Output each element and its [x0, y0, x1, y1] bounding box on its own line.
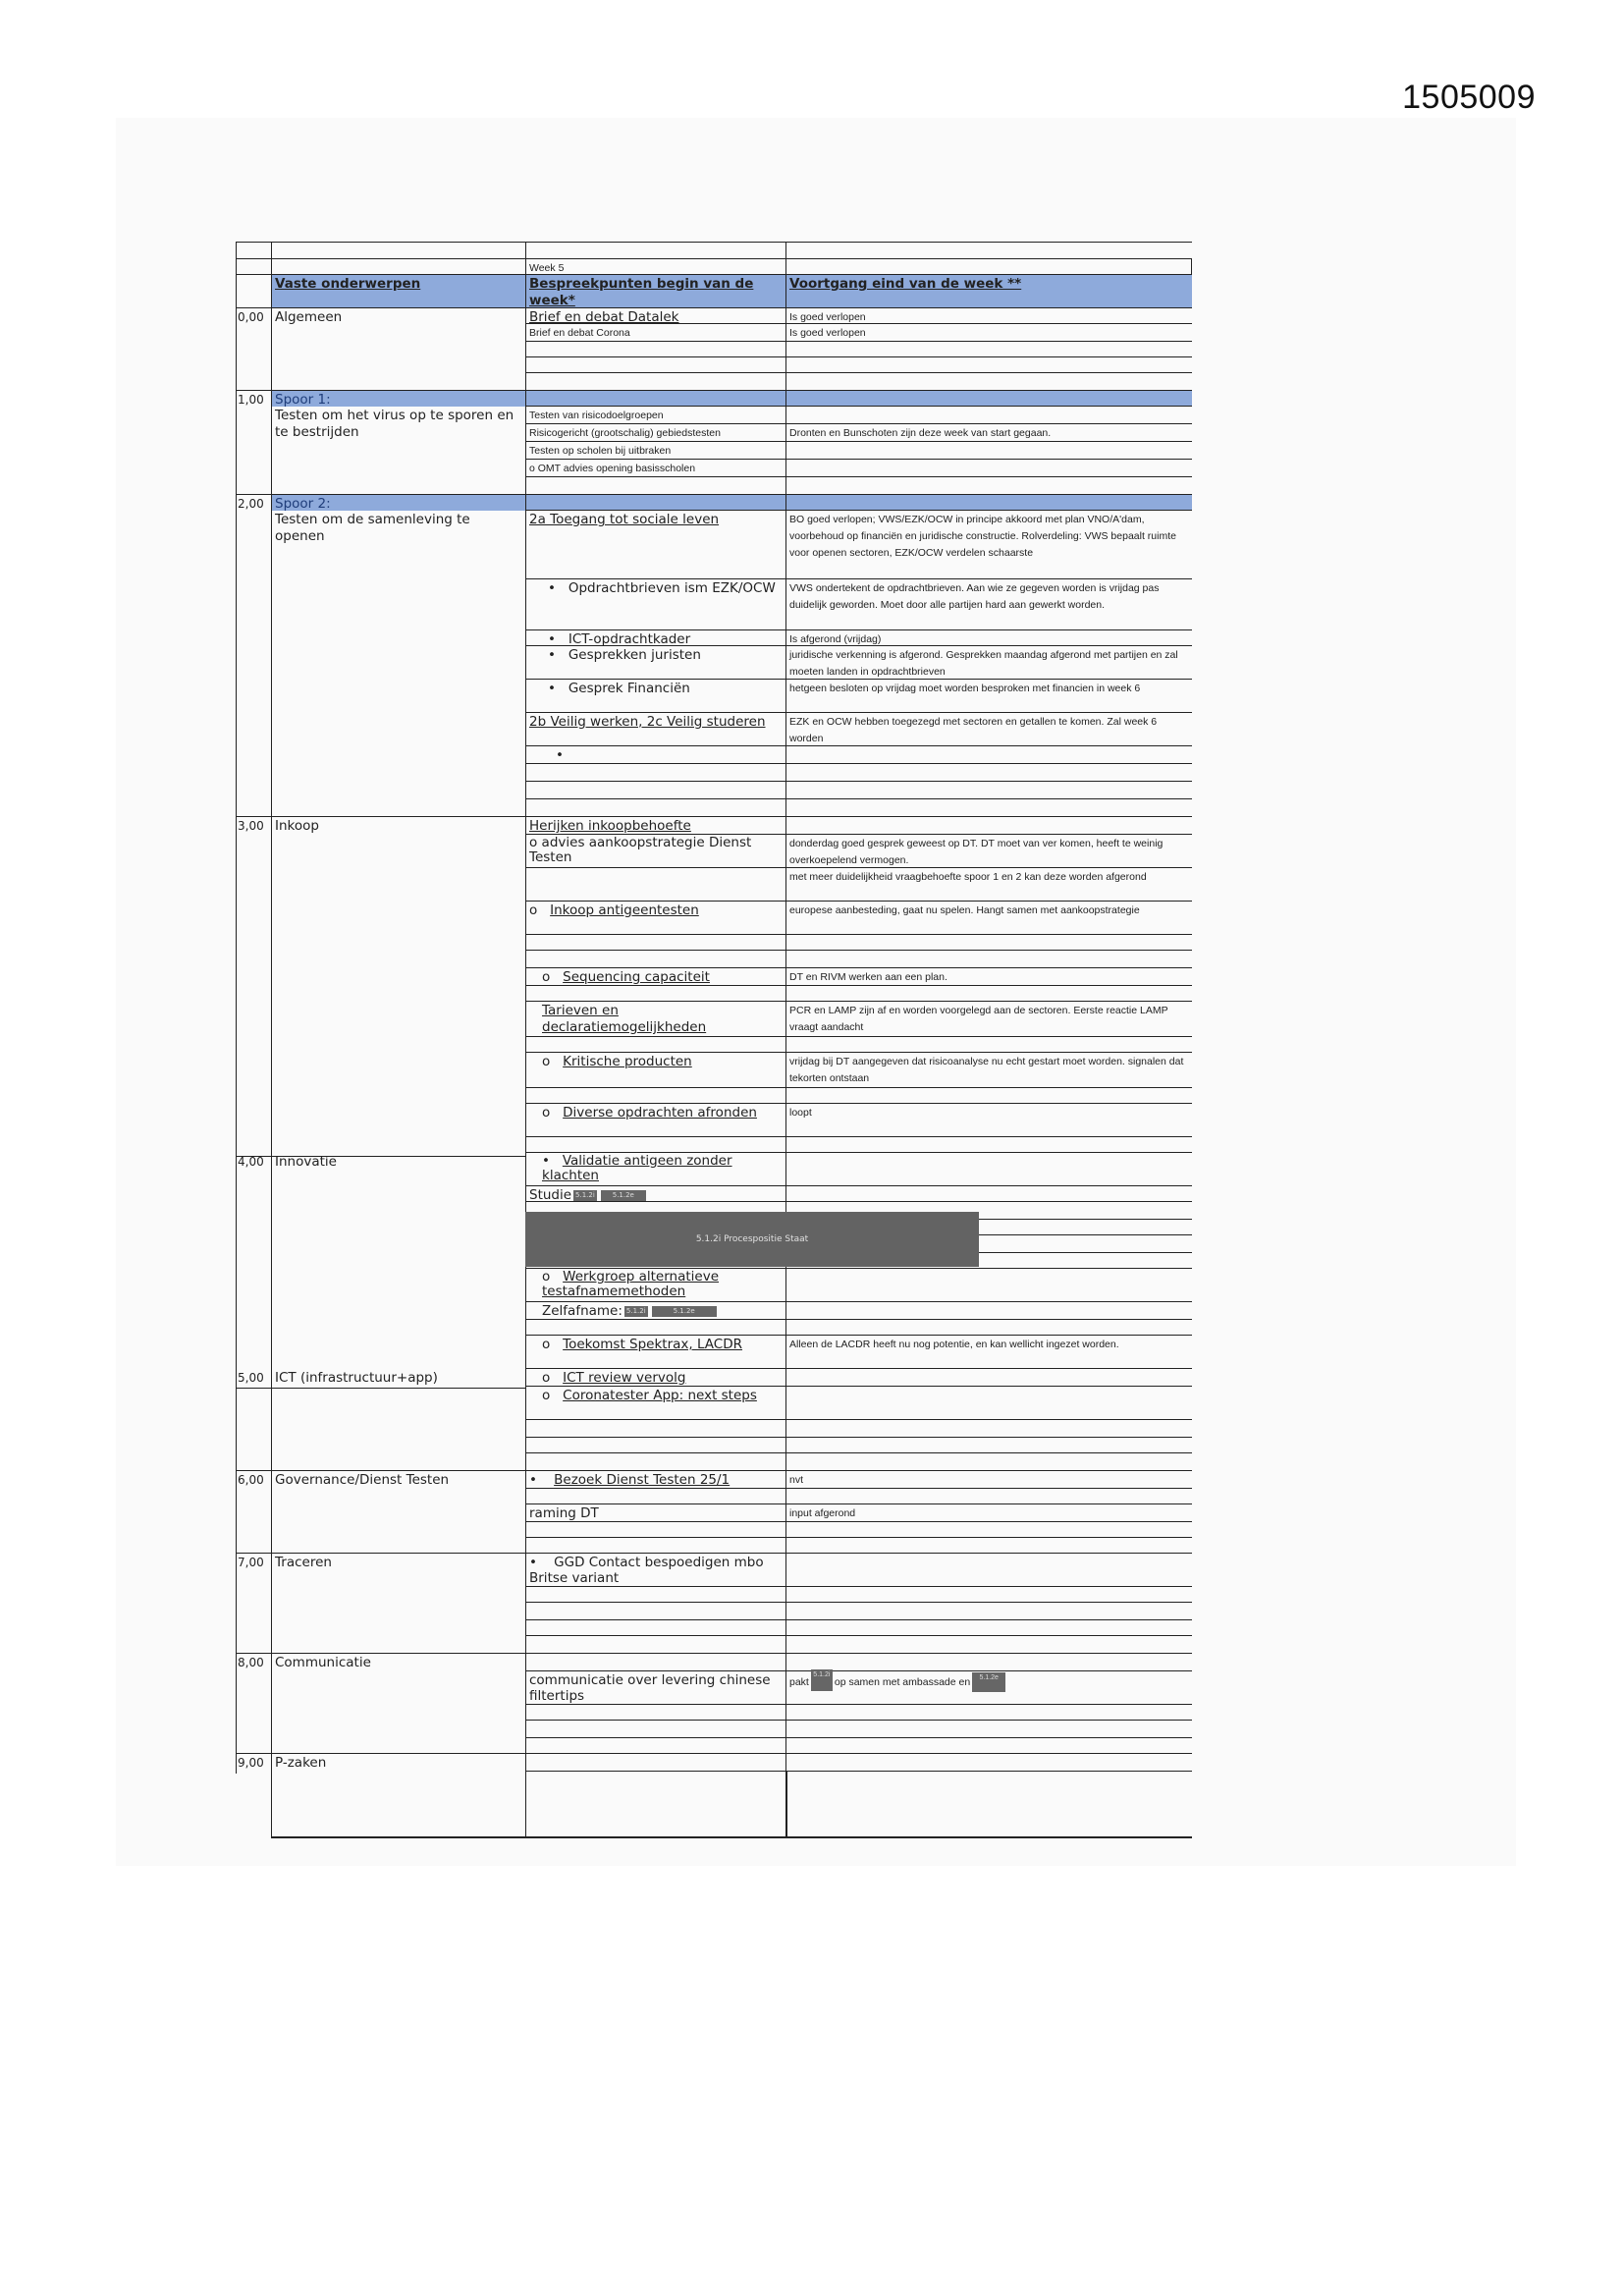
redaction-block: 5.1.2e — [652, 1306, 717, 1317]
progress-note: juridische verkenning is afgerond. Gesprekken maandag afgerond met partijen en zal moeten landen in opdrachtbrieven — [789, 649, 1178, 678]
topic-item: ICT-opdrachtkader — [568, 631, 691, 645]
section-ict: 5,00 ICT (infrastructuur+app) o ICT review vervolg o Coronatester App: next steps — [236, 1369, 1192, 1471]
topic-item: Inkoop antigeentesten — [550, 902, 699, 918]
section-number: 1,00 — [238, 393, 264, 407]
section-number: 8,00 — [238, 1656, 264, 1669]
section-subtitle: Testen om het virus op te sporen en te bestrijden — [275, 408, 514, 440]
table-row — [236, 259, 1192, 275]
topic-item: raming DT — [529, 1505, 599, 1521]
progress-note: Is goed verlopen — [789, 311, 866, 323]
progress-note: input afgerond — [789, 1507, 856, 1519]
section-governance: 6,00 Governance/Dienst Testen • Bezoek Dienst Testen 25/1 nvt raming DT input afgerond — [236, 1471, 1192, 1554]
topic-item: Gesprekken juristen — [568, 647, 701, 663]
section-title: Innovatie — [275, 1154, 337, 1170]
section-innovatie: 4,00 Innovatie • Validatie antigeen zonder klachten Studie 5.1.2i 5.1.2e o Werkgroep alternatieve testafnamemethoden Zelfafname: 5.1.2i 5.1.2e o Toekomst Spektrax, LACDR Alleen de LACDR heeft nu nog potentie, en kan wellicht ingezet worden. 5.1.2i Procespositie Staat — [236, 1153, 1192, 1369]
section-number: 4,00 — [238, 1155, 264, 1169]
document-number: 1505009 — [1402, 79, 1536, 116]
topic-item: communicatie over levering chinese filtertips — [529, 1672, 771, 1704]
topic-item: o advies aankoopstrategie Dienst Testen — [529, 835, 752, 865]
topic-item: Brief en debat Datalek — [529, 309, 679, 323]
progress-note: Is afgerond (vrijdag) — [789, 633, 882, 645]
progress-note: Alleen de LACDR heeft nu nog potentie, en kan wellicht ingezet worden. — [789, 1339, 1119, 1350]
progress-note: nvt — [789, 1474, 804, 1486]
section-inkoop: 3,00 Inkoop Herijken inkoopbehoefte o advies aankoopstrategie Dienst Testen donderdag goed gesprek geweest op DT. DT moet van ver komen, heeft te weinig overkoepelend vermogen. met meer duidelijkheid vraagbehoefte spoor 1 en 2 kan deze worden afgerond o Inkoop antigeentesten europese aanbesteding, gaat nu spelen. Hangt samen met aankoopstrategie o Sequencing capaciteit DT en RIVM werken aan een plan. Tarieven en declaratiemogelijkheden PCR en LAMP zijn af en worden voorgelegd aan de sectoren. Eerste reactie LAMP vraagt aandacht o Kritische producten vrijdag bij DT aangegeven dat risicoanalyse nu echt gestart moet worden. signalen dat tekorten ontstaan o Diverse opdrachten afronden loopt — [236, 817, 1192, 1153]
progress-note: op samen met ambassade en — [834, 1675, 971, 1688]
section-number: 6,00 — [238, 1473, 264, 1487]
section-title: Spoor 2: — [275, 496, 331, 512]
progress-table — [236, 242, 1192, 1838]
redaction-block: 5.1.2i — [811, 1669, 833, 1691]
progress-note: PCR en LAMP zijn af en worden voorgelegd aan de sectoren. Eerste reactie LAMP vraagt aandacht — [789, 1005, 1168, 1033]
topic-item: Bezoek Dienst Testen 25/1 — [554, 1472, 731, 1488]
progress-note: hetgeen besloten op vrijdag moet worden besproken met financien in week 6 — [789, 683, 1141, 694]
section-title: Inkoop — [275, 818, 319, 834]
section-title: Communicatie — [275, 1655, 371, 1670]
topic-item: Validatie antigeen zonder klachten — [542, 1153, 732, 1183]
progress-note: donderdag goed gesprek geweest op DT. DT moet van ver komen, heeft te weinig overkoepelend vermogen. — [789, 838, 1164, 866]
progress-note: met meer duidelijkheid vraagbehoefte spoor 1 en 2 kan deze worden afgerond — [789, 871, 1147, 883]
topic-item: Kritische producten — [563, 1054, 692, 1069]
section-number: 2,00 — [238, 497, 264, 511]
header-fixed-topics: Vaste onderwerpen — [275, 276, 421, 292]
section-number: 3,00 — [238, 819, 264, 833]
topic-item: 2a Toegang tot sociale leven — [529, 512, 720, 527]
table-header-row — [236, 275, 1192, 308]
topic-item: Toekomst Spektrax, LACDR — [563, 1337, 743, 1352]
section-title: Spoor 1: — [275, 392, 331, 408]
section-number: 7,00 — [238, 1556, 264, 1569]
week-label: Week 5 — [529, 262, 565, 274]
topic-item: Tarieven en declaratiemogelijkheden — [542, 1003, 707, 1035]
topic-item: Studie — [529, 1187, 572, 1201]
redaction-block: 5.1.2e — [601, 1190, 646, 1201]
topic-item: o OMT advies opening basisscholen — [529, 463, 696, 474]
progress-note: DT en RIVM werken aan een plan. — [789, 971, 947, 983]
progress-note: pakt — [789, 1675, 809, 1688]
section-title: Algemeen — [275, 309, 343, 325]
progress-note: europese aanbesteding, gaat nu spelen. Hangt samen met aankoopstrategie — [789, 904, 1140, 916]
table-row — [236, 242, 1192, 259]
section-p-zaken — [236, 1754, 1192, 1838]
progress-note: Dronten en Bunschoten zijn deze week van start gegaan. — [789, 427, 1052, 439]
topic-item: Testen op scholen bij uitbraken — [529, 445, 672, 457]
progress-note: EZK en OCW hebben toegezegd met sectoren en getallen te komen. Zal week 6 worden — [789, 716, 1158, 744]
progress-note: VWS ondertekent de opdrachtbrieven. Aan wie ze gegeven worden is vrijdag pas duidelijk geworden. Moet door alle partijen hard aan gewerkt worden. — [789, 582, 1160, 611]
topic-item: Gesprek Financiën — [568, 681, 690, 696]
progress-note: BO goed verlopen; VWS/EZK/OCW in principe akkoord met plan VNO/A'dam, voorbehoud op financiën en juridische constructie. Rolverdeling: VWS bepaalt ruimte voor openen sectoren, EZK/OCW verdelen schaarste — [789, 514, 1176, 559]
topic-item: Diverse opdrachten afronden — [563, 1105, 757, 1121]
topic-item: ICT review vervolg — [563, 1370, 686, 1386]
section-communicatie — [236, 1654, 1192, 1754]
topic-item: GGD Contact bespoedigen mbo Britse variant — [529, 1555, 764, 1586]
section-algemeen — [236, 308, 1192, 391]
section-spoor-2: 2,00 Spoor 2: Testen om de samenleving te openen 2a Toegang tot sociale leven BO goed verlopen; VWS/EZK/OCW in principe akkoord met plan VNO/A'dam, voorbehoud op financiën en juridische constructie. Rolverdeling: VWS bepaalt ruimte voor openen sectoren, EZK/OCW verdelen schaarste • Opdrachtbrieven ism EZK/OCW VWS ondertekent de opdrachtbrieven. Aan wie ze gegeven worden is vrijdag pas duidelijk geworden. Moet door alle partijen hard aan gewerkt worden. • ICT-opdrachtkader Is afgerond (vrijdag) • Gesprekken juristen juridische verkenning is afgerond. Gesprekken maandag afgerond met partijen en zal moeten landen in opdrachtbrieven • Gesprek Financiën hetgeen besloten op vrijdag moet worden besproken met financien in week 6 2b Veilig werken, 2c Veilig studeren EZK en OCW hebben toegezegd met sectoren en getallen te komen. Zal week 6 worden • — [236, 495, 1192, 817]
redaction-block: 5.1.2i — [625, 1306, 646, 1315]
section-number: 9,00 — [238, 1756, 264, 1770]
redaction-block-large: 5.1.2i Procespositie Staat — [525, 1212, 979, 1267]
empty-bullet: • — [556, 747, 564, 763]
topic-item: 2b Veilig werken, 2c Veilig studeren — [529, 714, 766, 730]
header-progress: Voortgang eind van de week ** — [789, 276, 1022, 292]
section-title: Traceren — [275, 1555, 332, 1570]
section-title: ICT (infrastructuur+app) — [275, 1370, 438, 1386]
progress-note: vrijdag bij DT aangegeven dat risicoanalyse nu echt gestart moet worden. signalen dat tekorten ontstaan — [789, 1056, 1184, 1084]
topic-item: Testen van risicodoelgroepen — [529, 410, 664, 421]
section-subtitle: Testen om de samenleving te openen — [275, 512, 470, 544]
progress-note: loopt — [789, 1107, 812, 1119]
header-discussion-points: Bespreekpunten begin van de week* — [529, 276, 754, 307]
section-number: 0,00 — [238, 310, 264, 324]
topic-item: Risicogericht (grootschalig) gebiedstesten — [529, 427, 721, 439]
section-number: 5,00 — [238, 1371, 264, 1385]
topic-item: Sequencing capaciteit — [563, 969, 710, 985]
topic-item: Herijken inkoopbehoefte — [529, 818, 691, 834]
redaction-block: 5.1.2e — [972, 1672, 1005, 1692]
redaction-block: 5.1.2i — [575, 1190, 595, 1199]
progress-note: Is goed verlopen — [789, 327, 866, 339]
topic-item: Coronatester App: next steps — [563, 1388, 757, 1403]
section-title: P-zaken — [275, 1755, 327, 1771]
topic-item: Opdrachtbrieven ism EZK/OCW — [568, 580, 776, 596]
topic-item: Werkgroep alternatieve testafnamemethoden — [542, 1269, 720, 1299]
topic-item: Brief en debat Corona — [529, 327, 630, 339]
section-title: Governance/Dienst Testen — [275, 1472, 450, 1488]
section-traceren: 7,00 Traceren • GGD Contact bespoedigen mbo Britse variant — [236, 1554, 1192, 1654]
topic-item: Zelfafname: — [542, 1303, 623, 1319]
section-spoor-1 — [236, 391, 1192, 495]
